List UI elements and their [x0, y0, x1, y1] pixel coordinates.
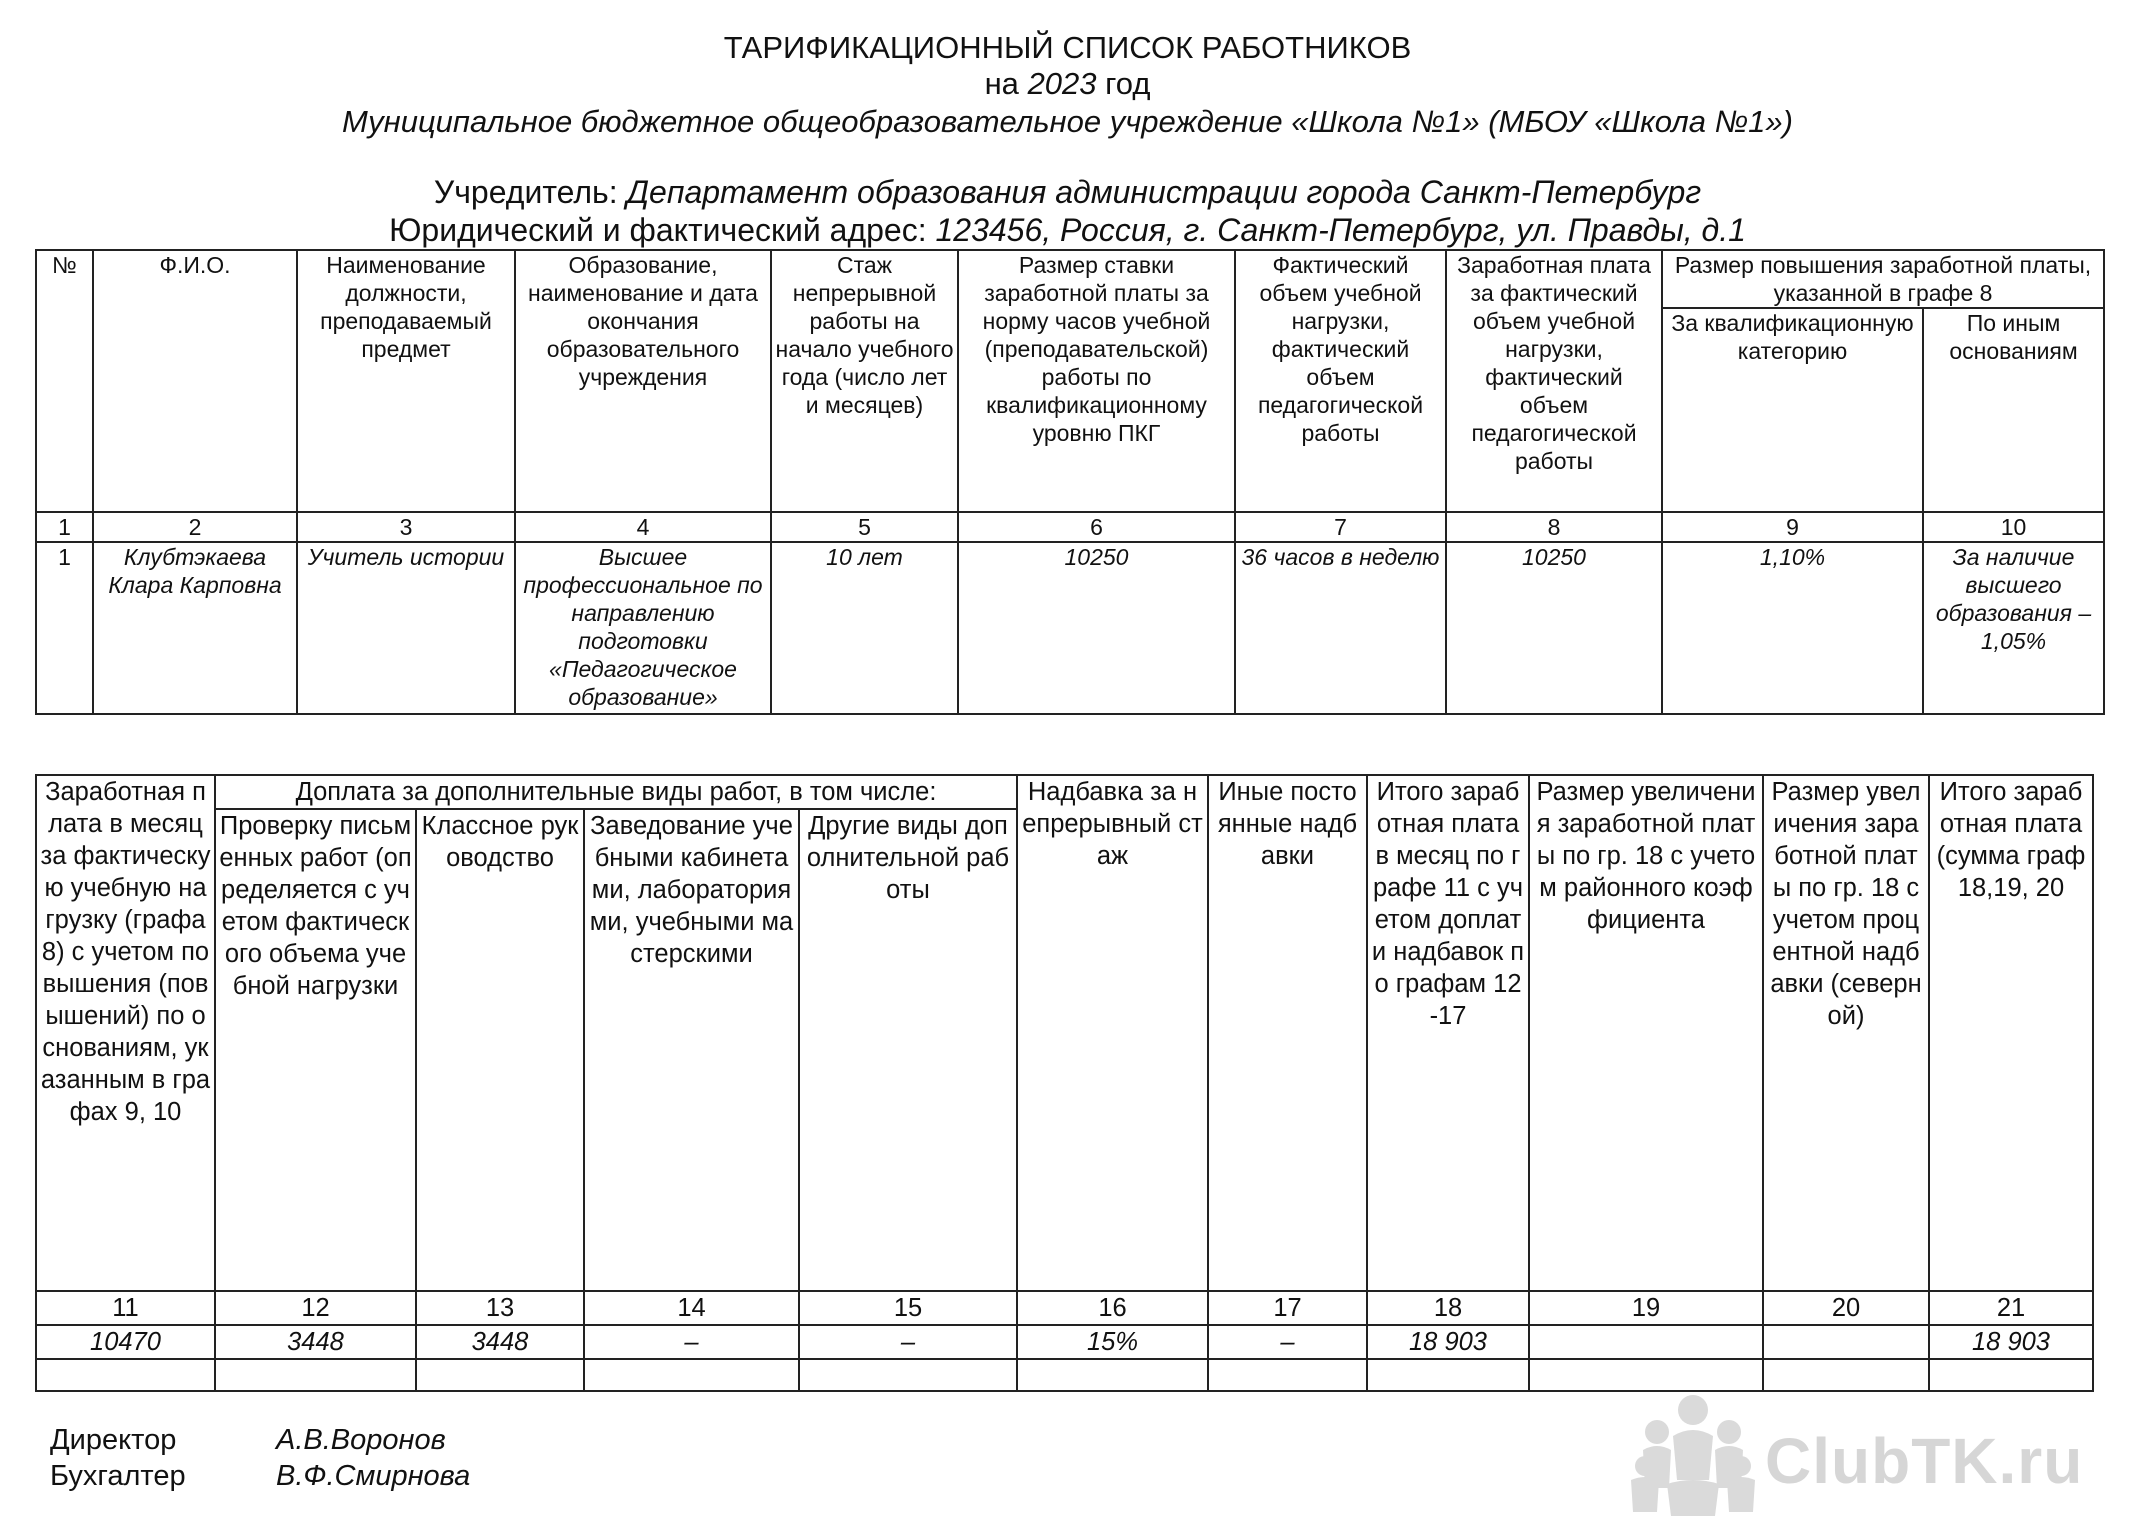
row-number: 1 [36, 542, 93, 714]
empty-cell [1017, 1359, 1208, 1391]
people-group-logo-icon [1623, 1388, 1763, 1520]
employee-experience: 10 лет [771, 542, 958, 714]
header-col-14: Заведование учебными кабинетами, лабораториями, учебными мастерскими [584, 809, 799, 1291]
employee-name: Клубтэкаева Клара Карповна [93, 542, 297, 714]
header-col-20: Размер увеличения заработной платы по гр. 18 с учетом процентной надбавки (северной) [1763, 775, 1929, 1291]
written-work-check-payment: 3448 [215, 1325, 416, 1359]
col-number: 7 [1235, 512, 1446, 542]
header-col-16: Надбавка за непрерывный стаж [1017, 775, 1208, 1291]
col-number: 20 [1763, 1291, 1929, 1325]
header-col-21: Итого заработная плата (сумма граф 18,19, 20 [1929, 775, 2093, 1291]
address-label: Юридический и фактический адрес: [389, 212, 927, 248]
header-col-3: Наименование должности, преподаваемый предмет [297, 250, 515, 512]
table2-column-numbers-row [36, 1291, 2093, 1325]
col-number: 13 [416, 1291, 584, 1325]
col-number: 2 [93, 512, 297, 542]
col-number: 12 [215, 1291, 416, 1325]
empty-cell [584, 1359, 799, 1391]
col-number: 4 [515, 512, 771, 542]
salary-rate: 10250 [958, 542, 1235, 714]
header-col-9: За квалификационную категорию [1662, 308, 1923, 512]
empty-cell [1208, 1359, 1367, 1391]
header-col-6: Размер ставки заработной платы за норму часов учебной (преподавательской) работы по квалификационному уровню ПКГ [958, 250, 1235, 512]
year-value: 2023 [1027, 66, 1097, 101]
tariff-table-part-1 [35, 249, 2105, 715]
header-col-5: Стаж непрерывной работы на начало учебного года (число лет и месяцев) [771, 250, 958, 512]
other-permanent-bonuses: – [1208, 1325, 1367, 1359]
other-increase: За наличие высшего образования – 1,05% [1923, 542, 2104, 714]
year-suffix: год [1105, 66, 1151, 101]
accountant-role: Бухгалтер [50, 1460, 186, 1492]
col-number: 19 [1529, 1291, 1763, 1325]
year-prefix: на [984, 66, 1019, 101]
institution-name: Муниципальное бюджетное общеобразовательное учреждение «Школа №1» (МБОУ «Школа №1») [341, 104, 1793, 139]
col-number: 14 [584, 1291, 799, 1325]
empty-cell [416, 1359, 584, 1391]
table2-data-row [36, 1325, 2093, 1359]
col-number: 18 [1367, 1291, 1529, 1325]
qualification-increase: 1,10% [1662, 542, 1923, 714]
header-col-19: Размер увеличения заработной платы по гр. 18 с учетом районного коэффициента [1529, 775, 1763, 1291]
employee-education: Высшее профессиональное по направлению подготовки «Педагогическое образование» [515, 542, 771, 714]
director-name: А.В.Воронов [276, 1424, 446, 1456]
col-number: 1 [36, 512, 93, 542]
col-number: 9 [1662, 512, 1923, 542]
empty-cell [1763, 1359, 1929, 1391]
header-col-4: Образование, наименование и дата окончания образовательного учреждения [515, 250, 771, 512]
header-col-18: Итого заработная плата в месяц по графе 11 с учетом доплат и надбавок по графам 12-17 [1367, 775, 1529, 1291]
header-col-10: По иным основаниям [1923, 308, 2104, 512]
director-role: Директор [50, 1424, 177, 1456]
header-col-8: Заработная плата за фактический объем учебной нагрузки, фактический объем педагогической работы [1446, 250, 1662, 512]
col-number: 11 [36, 1291, 215, 1325]
empty-cell [1929, 1359, 2093, 1391]
accountant-signature [50, 1462, 470, 1491]
founder-line [0, 176, 2135, 208]
col-number: 5 [771, 512, 958, 542]
col-number: 6 [958, 512, 1235, 542]
col-number: 17 [1208, 1291, 1367, 1325]
regional-coefficient-increase [1529, 1325, 1763, 1359]
founder-value: Департамент образования администрации города Санкт-Петербург [626, 174, 1702, 210]
other-work-payment: – [799, 1325, 1017, 1359]
cabinet-management-payment: – [584, 1325, 799, 1359]
empty-cell [1529, 1359, 1763, 1391]
table1-data-row [36, 542, 2104, 714]
header-col-1: № [36, 250, 93, 512]
col-number: 10 [1923, 512, 2104, 542]
header-col-9-10-group: Размер повышения заработной платы, указанной в графе 8 [1662, 250, 2104, 308]
tariff-table-part-2 [35, 774, 2094, 1392]
col-number: 8 [1446, 512, 1662, 542]
actual-salary: 10250 [1446, 542, 1662, 714]
col-number: 3 [297, 512, 515, 542]
empty-cell [215, 1359, 416, 1391]
header-col-12-15-group: Доплата за дополнительные виды работ, в том числе: [215, 775, 1017, 809]
header-col-17: Иные постоянные надбавки [1208, 775, 1367, 1291]
document-year-line [0, 68, 2135, 99]
table1-column-numbers-row [36, 512, 2104, 542]
clubtk-watermark [1623, 1388, 2128, 1520]
document-title: ТАРИФИКАЦИОННЫЙ СПИСОК РАБОТНИКОВ [723, 30, 1412, 65]
col-number: 15 [799, 1291, 1017, 1325]
header-col-7: Фактический объем учебной нагрузки, фактический объем педагогической работы [1235, 250, 1446, 512]
salary-with-increase: 10470 [36, 1325, 215, 1359]
accountant-name: В.Ф.Смирнова [276, 1460, 471, 1492]
continuous-experience-bonus: 15% [1017, 1325, 1208, 1359]
founder-label: Учредитель: [433, 174, 618, 210]
table1-header-row [36, 250, 2104, 308]
address-line [0, 214, 2135, 246]
workload: 36 часов в неделю [1235, 542, 1446, 714]
header-col-13: Классное руководство [416, 809, 584, 1291]
class-management-payment: 3448 [416, 1325, 584, 1359]
empty-cell [1367, 1359, 1529, 1391]
northern-bonus-increase [1763, 1325, 1929, 1359]
header-col-12: Проверку письменных работ (определяется с учетом фактического объема учебной нагрузки [215, 809, 416, 1291]
header-col-2: Ф.И.О. [93, 250, 297, 512]
director-signature [50, 1426, 446, 1455]
table2-header-row [36, 775, 2093, 809]
monthly-total-salary: 18 903 [1367, 1325, 1529, 1359]
header-col-15: Другие виды дополнительной работы [799, 809, 1017, 1291]
col-number: 16 [1017, 1291, 1208, 1325]
header-col-11: Заработная плата в месяц за фактическую учебную нагрузку (графа 8) с учетом повышения (повышений) по основаниям, указанным в графах 9, 10 [36, 775, 215, 1291]
address-value: 123456, Россия, г. Санкт-Петербург, ул. Правды, д.1 [935, 212, 1746, 248]
watermark-text: ClubTK.ru [1765, 1425, 2084, 1497]
empty-cell [799, 1359, 1017, 1391]
col-number: 21 [1929, 1291, 2093, 1325]
empty-cell [36, 1359, 215, 1391]
grand-total-salary: 18 903 [1929, 1325, 2093, 1359]
table2-empty-row [36, 1359, 2093, 1391]
employee-position: Учитель истории [297, 542, 515, 714]
